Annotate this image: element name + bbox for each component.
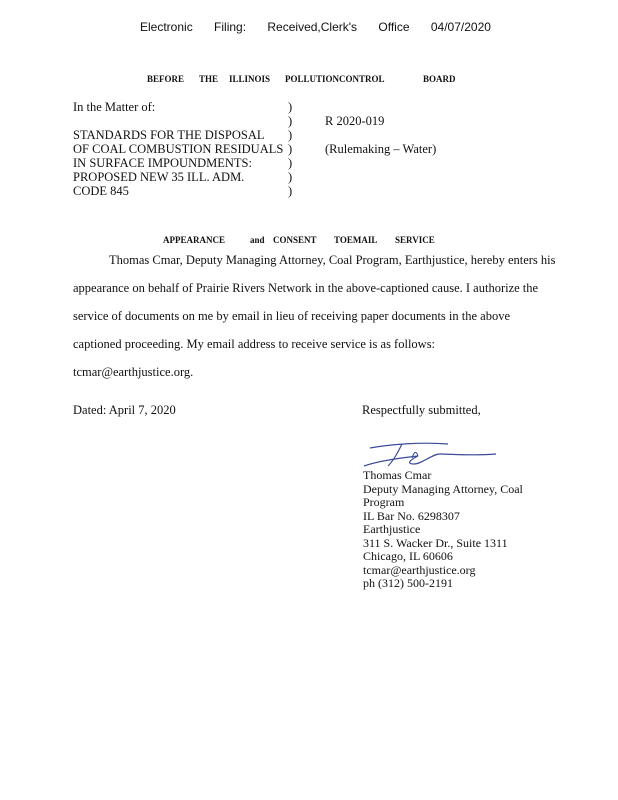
caption-block [73,128,283,198]
section-to-email: TOEMAIL [334,235,378,245]
section-consent: CONSENT [273,235,317,245]
closing-line: Respectfully submitted, [362,403,481,417]
caption-line: CODE 845 [73,184,129,198]
title-before: BEFORE [147,74,185,84]
body-line-3: service of documents on me by email in lieu of receiving paper documents in the above [73,309,511,323]
section-appearance: APPEARANCE [163,235,225,245]
body-line-2: appearance on behalf of Prairie Rivers Network in the above-captioned cause. I authorize the [73,281,539,295]
filing-office: Office [378,20,410,34]
caption-parentheses [288,100,292,198]
signer-city: Chicago, IL 60606 [363,549,453,563]
caption-line: IN SURFACE IMPOUNDMENTS: [73,156,252,170]
body-line-4: captioned proceeding. My email address to receive service is as follows: [73,337,436,351]
title-board: BOARD [423,74,456,84]
signer-bar-number: IL Bar No. 6298307 [363,508,460,523]
paren: ) [288,170,293,184]
docket-number: R 2020-019 [325,114,385,128]
body-email-line: tcmar@earthjustice.org. [73,365,194,379]
paren: ) [288,142,293,156]
signer-name: Thomas Cmar [363,468,432,482]
dated-line: Dated: April 7, 2020 [73,403,176,417]
signer-phone: ph (312) 500-2191 [363,576,453,590]
filing-label: Filing: [214,20,247,34]
signer-title-cont: Program [363,495,405,509]
rulemaking-type: (Rulemaking – Water) [325,142,437,156]
signer-street: 311 S. Wacker Dr., Suite 1311 [363,535,508,550]
paren: ) [288,128,293,142]
caption-line: STANDARDS FOR THE DISPOSAL [73,128,265,142]
section-service: SERVICE [395,235,435,245]
body-line-1: Thomas Cmar, Deputy Managing Attorney, Coal Program, Earthjustice, hereby enters his [109,253,556,267]
filing-electronic: Electronic [140,20,193,34]
title-the: THE [199,74,219,84]
signature-block [363,469,523,591]
filing-stamp [140,20,491,34]
paren: ) [288,184,293,198]
caption-line: PROPOSED NEW 35 ILL. ADM. [73,170,245,184]
filing-date: 04/07/2020 [430,20,491,34]
paren: ) [288,100,293,114]
signer-email: tcmar@earthjustice.org [363,562,476,577]
caption-line: OF COAL COMBUSTION RESIDUALS [73,142,284,156]
paren: ) [288,156,293,170]
section-and: and [250,235,265,245]
paren: ) [288,114,293,128]
signer-title: Deputy Managing Attorney, Coal [363,481,523,496]
title-pollution: POLLUTIONCONTROL [285,74,385,84]
signer-organization: Earthjustice [363,522,421,536]
in-matter-of: In the Matter of: [73,100,156,114]
filing-received: Received,Clerk's [267,20,358,34]
handwritten-signature [362,436,502,470]
title-illinois: ILLINOIS [229,74,271,84]
